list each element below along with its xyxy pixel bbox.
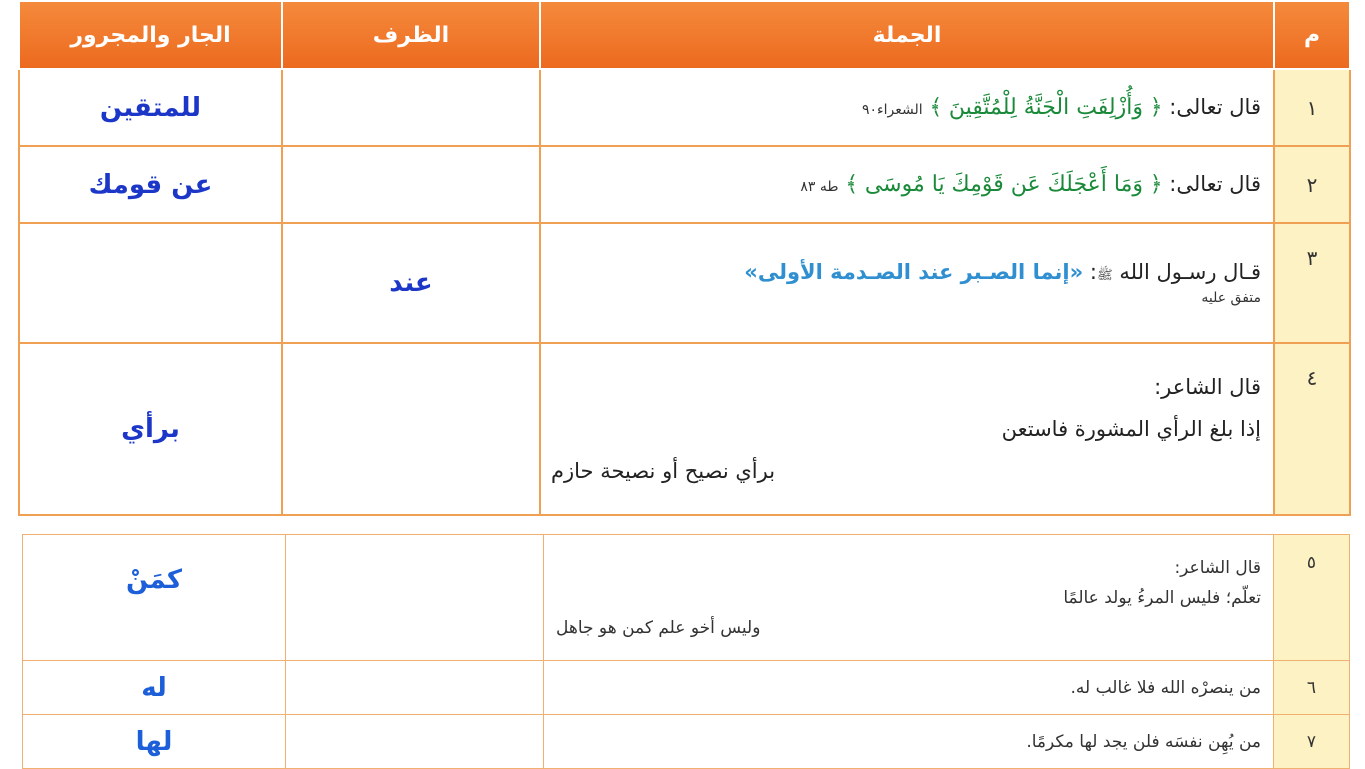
- table-row: [19, 146, 1350, 223]
- row-num: ١: [1274, 69, 1350, 146]
- sentence-cell: [540, 343, 1274, 515]
- poem-line-1: إذا بلغ الرأي المشورة فاستعن: [1001, 417, 1261, 441]
- hadith-source: متفق عليه: [1201, 290, 1261, 306]
- prep-cell: له: [23, 661, 286, 715]
- header-adverb: الظرف: [282, 1, 540, 69]
- sentence-cell: من يُهِن نفسَه فلن يجد لها مكرمًا.: [544, 715, 1274, 769]
- table-row: [19, 223, 1350, 343]
- adverb-cell: [282, 343, 540, 515]
- header-prep: الجار والمجرور: [19, 1, 282, 69]
- prep-cell: [19, 223, 282, 343]
- ornament-open-icon: ﴿: [1149, 172, 1163, 197]
- ornament-close-icon: ﴾: [929, 95, 943, 120]
- adverb-cell: [286, 535, 544, 661]
- table-row: [23, 715, 1350, 769]
- row-num: ٥: [1274, 535, 1350, 661]
- adverb-cell: [286, 715, 544, 769]
- sentence-colon: :: [1089, 260, 1097, 284]
- hadith-text: «إنما الصـبر عند الصـدمة الأولى»: [744, 260, 1084, 284]
- prep-cell: لها: [23, 715, 286, 769]
- table-row: [19, 69, 1350, 146]
- header-row: [19, 1, 1350, 69]
- ornament-open-icon: ﴿: [1149, 95, 1163, 120]
- header-num: م: [1274, 1, 1350, 69]
- quran-verse: وَمَا أَعْجَلَكَ عَن قَوْمِكَ يَا مُوسَى: [864, 172, 1143, 197]
- sentence-intro: قال تعالى:: [1169, 172, 1261, 196]
- saw-seal-icon: ﷺ: [1096, 268, 1113, 283]
- table-row: [23, 661, 1350, 715]
- poem-intro: قال الشاعر:: [1154, 375, 1261, 399]
- quran-verse: وَأُزْلِفَتِ الْجَنَّةُ لِلْمُتَّقِينَ: [948, 95, 1143, 120]
- header-sentence: الجملة: [540, 1, 1274, 69]
- verse-reference: الشعراء٩٠: [861, 102, 923, 118]
- sentence-cell: من ينصرْه الله فلا غالب له.: [544, 661, 1274, 715]
- prep-cell: عن قومك: [19, 146, 282, 223]
- sentence-cell: [540, 69, 1274, 146]
- sentence-cell: [540, 223, 1274, 343]
- adverb-cell: عند: [282, 223, 540, 343]
- row-num: ٦: [1274, 661, 1350, 715]
- table-row: [23, 535, 1350, 661]
- adverb-cell: [286, 661, 544, 715]
- ornament-close-icon: ﴾: [845, 172, 859, 197]
- prep-cell: برأي: [19, 343, 282, 515]
- sentence-intro: قـال رسـول الله: [1119, 260, 1261, 284]
- poem-line-2: وليس أخو علم كمن هو جاهل: [556, 617, 761, 638]
- grammar-table-continued: [22, 534, 1350, 769]
- adverb-cell: [282, 146, 540, 223]
- row-num: ٢: [1274, 146, 1350, 223]
- grammar-table: [18, 0, 1351, 516]
- sentence-cell: [544, 535, 1274, 661]
- sentence-cell: [540, 146, 1274, 223]
- row-num: ٤: [1274, 343, 1350, 515]
- table-row: [19, 343, 1350, 515]
- poem-line-2: برأي نصيح أو نصيحة حازم: [551, 459, 776, 483]
- verse-reference: طه ٨٣: [800, 179, 839, 195]
- poem-line-1: تعلّم؛ فليس المرءُ يولد عالمًا: [1063, 587, 1261, 608]
- sentence-intro: قال تعالى:: [1169, 95, 1261, 119]
- adverb-cell: [282, 69, 540, 146]
- poem-intro: قال الشاعر:: [1174, 557, 1261, 578]
- row-num: ٧: [1274, 715, 1350, 769]
- row-num: ٣: [1274, 223, 1350, 343]
- prep-cell: كمَنْ: [23, 535, 286, 661]
- prep-cell: للمتقين: [19, 69, 282, 146]
